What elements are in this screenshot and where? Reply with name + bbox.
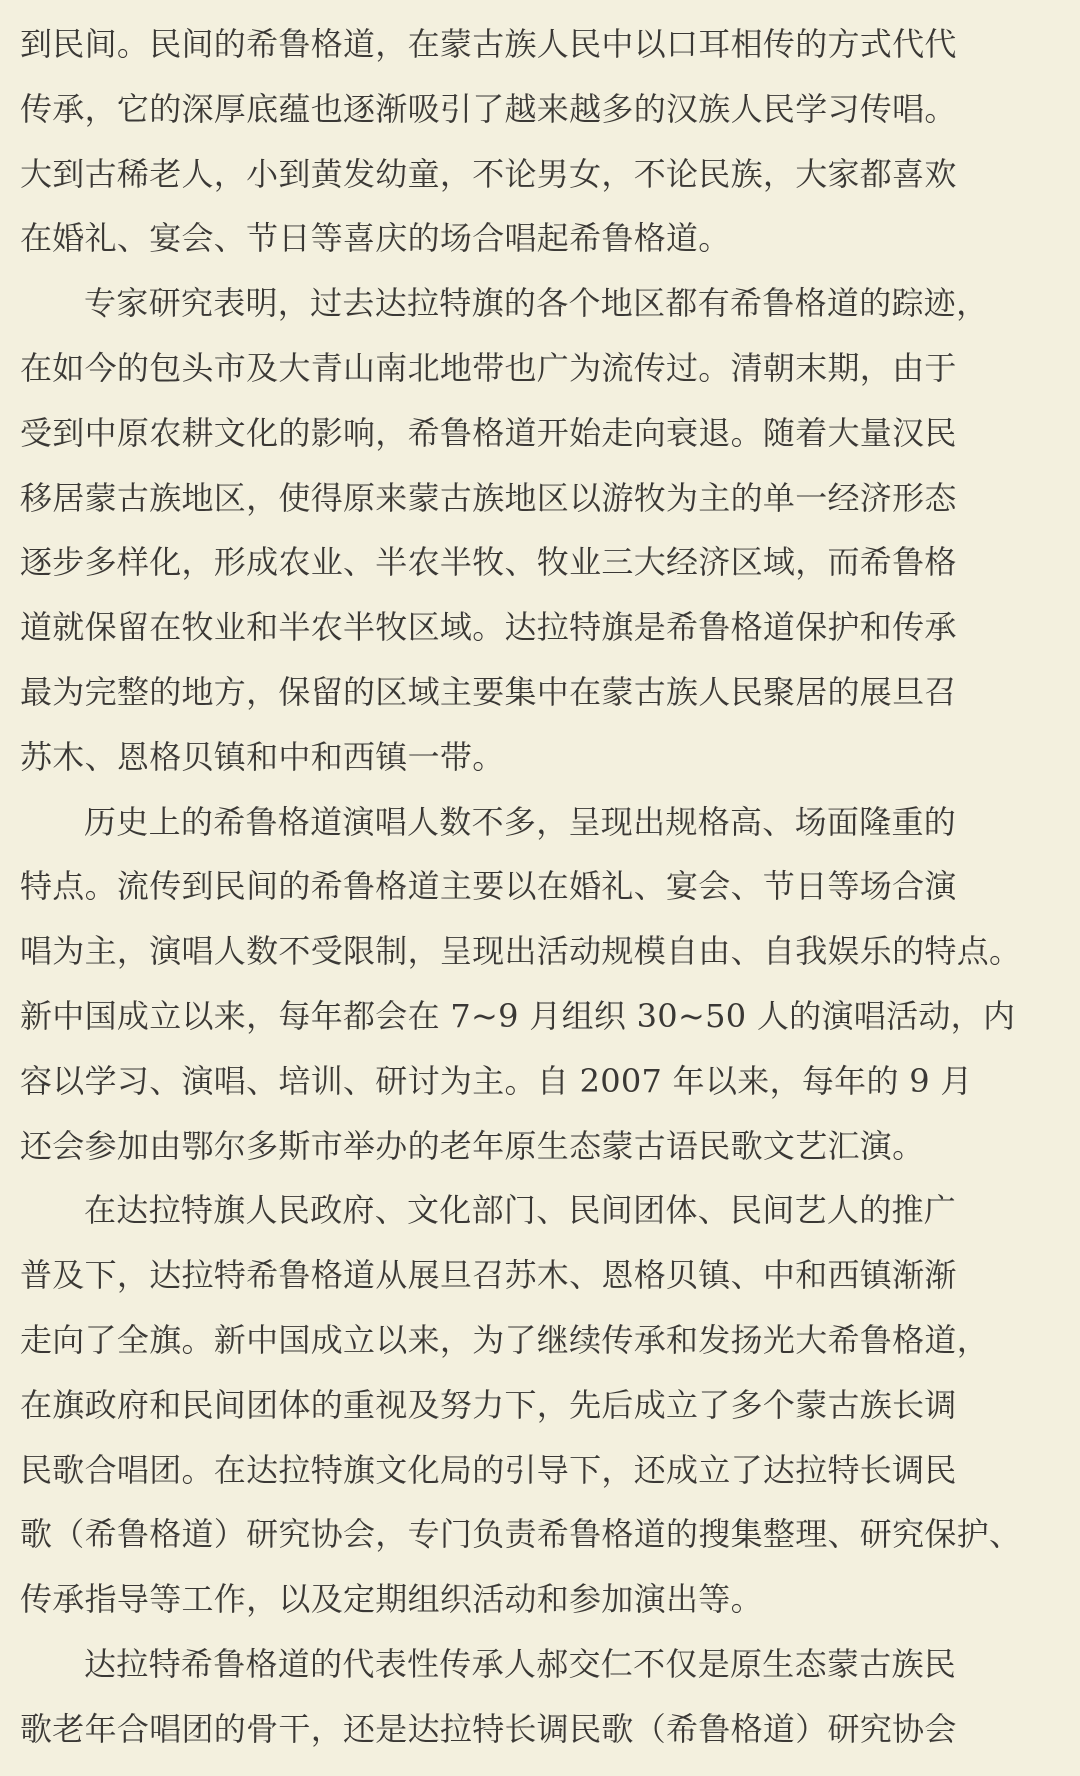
text-line: 受到中原农耕文化的影响，希鲁格道开始走向衰退。随着大量汉民 [20, 413, 957, 452]
text-line: 达拉特希鲁格道的代表性传承人郝交仁不仅是原生态蒙古族民 [84, 1644, 957, 1683]
text-line: 特点。流传到民间的希鲁格道主要以在婚礼、宴会、节日等场合演 [20, 867, 957, 906]
text-line: 历史上的希鲁格道演唱人数不多，呈现出规格高、场面隆重的 [84, 802, 957, 841]
text-line: 道就保留在牧业和半农半牧区域。达拉特旗是希鲁格道保护和传承 [20, 608, 957, 647]
text-line: 普及下，达拉特希鲁格道从展旦召苏木、恩格贝镇、中和西镇渐渐 [20, 1256, 957, 1295]
text-line: 民歌合唱团。在达拉特旗文化局的引导下，还成立了达拉特长调民 [20, 1450, 957, 1489]
text-line: 新中国成立以来，每年都会在 7~9 月组织 30~50 人的演唱活动，内 [20, 996, 1016, 1035]
text-line: 苏木、恩格贝镇和中和西镇一带。 [20, 737, 505, 776]
text-line: 在如今的包头市及大青山南北地带也广为流传过。清朝末期，由于 [20, 348, 957, 387]
text-line: 在婚礼、宴会、节日等喜庆的场合唱起希鲁格道。 [20, 219, 731, 258]
text-line: 到民间。民间的希鲁格道，在蒙古族人民中以口耳相传的方式代代 [20, 25, 957, 63]
text-line: 大到古稀老人，小到黄发幼童，不论男女，不论民族，大家都喜欢 [20, 154, 957, 193]
paragraph-history [20, 790, 1060, 1179]
text-line: 还会参加由鄂尔多斯市举办的老年原生态蒙古语民歌文艺汇演。 [20, 1126, 925, 1165]
text-line: 在旗政府和民间团体的重视及努力下，先后成立了多个蒙古族长调 [20, 1385, 957, 1424]
text-line: 传承指导等工作，以及定期组织活动和参加演出等。 [20, 1580, 763, 1619]
text-line: 唱为主，演唱人数不受限制，呈现出活动规模自由、自我娱乐的特点。 [20, 932, 1022, 971]
text-line: 在达拉特旗人民政府、文化部门、民间团体、民间艺人的推广 [84, 1191, 957, 1230]
text-line: 传承，它的深厚底蕴也逐渐吸引了越来越多的汉族人民学习传唱。 [20, 89, 957, 128]
text-line: 走向了全旗。新中国成立以来，为了继续传承和发扬光大希鲁格道， [20, 1320, 990, 1359]
paragraph-continued [20, 12, 1060, 271]
text-line: 最为完整的地方，保留的区域主要集中在蒙古族人民聚居的展旦召 [20, 672, 957, 711]
text-line: 逐步多样化，形成农业、半农半牧、牧业三大经济区域，而希鲁格 [20, 543, 957, 582]
paragraph-promotion [20, 1178, 1060, 1632]
text-line: 歌老年合唱团的骨干，还是达拉特长调民歌（希鲁格道）研究协会 [20, 1709, 957, 1748]
text-line: 专家研究表明，过去达拉特旗的各个地区都有希鲁格道的踪迹， [84, 284, 989, 323]
text-line: 容以学习、演唱、培训、研讨为主。自 2007 年以来，每年的 9 月 [20, 1061, 973, 1100]
paragraph-expert-research [20, 271, 1060, 789]
text-line: 移居蒙古族地区，使得原来蒙古族地区以游牧为主的单一经济形态 [20, 478, 957, 517]
paragraph-inheritor [20, 1632, 1060, 1762]
text-line: 歌（希鲁格道）研究协会，专门负责希鲁格道的搜集整理、研究保护、 [20, 1515, 1022, 1554]
